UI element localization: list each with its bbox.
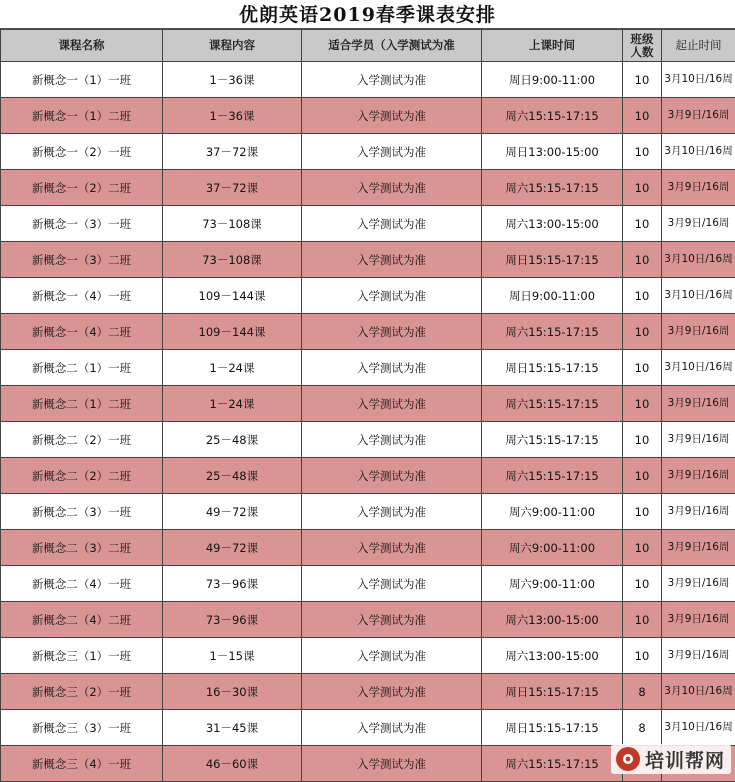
table-row <box>1 386 735 422</box>
cell-class-time: 周六15:15-17:15 <box>482 170 623 206</box>
cell-suitable-students: 入学测试为准 <box>302 530 482 566</box>
cell-class-size: 10 <box>623 494 662 530</box>
logo-icon <box>615 746 641 772</box>
cell-class-size: 10 <box>623 530 662 566</box>
cell-course-content: 49－72课 <box>163 530 302 566</box>
cell-course-name: 新概念三（1）一班 <box>1 638 163 674</box>
table-row <box>1 674 735 710</box>
cell-class-time: 周六15:15-17:15 <box>482 422 623 458</box>
cell-class-size: 10 <box>623 422 662 458</box>
cell-course-content: 25－48课 <box>163 422 302 458</box>
cell-class-size: 10 <box>623 602 662 638</box>
table-row <box>1 134 735 170</box>
cell-suitable-students: 入学测试为准 <box>302 350 482 386</box>
cell-start-end: 3月9日/16周 <box>662 422 735 458</box>
header-class-size: 班级 人数 <box>623 30 662 62</box>
cell-class-size: 10 <box>623 350 662 386</box>
cell-class-time: 周六9:00-11:00 <box>482 530 623 566</box>
cell-class-time: 周六13:00-15:00 <box>482 638 623 674</box>
cell-course-name: 新概念三（3）一班 <box>1 710 163 746</box>
cell-start-end: 3月9日/16周 <box>662 494 735 530</box>
header-start-end: 起止时间 <box>662 30 735 62</box>
header-class-time: 上课时间 <box>482 30 623 62</box>
watermark-text: 培训帮网 <box>645 746 725 773</box>
cell-course-content: 73－108课 <box>163 206 302 242</box>
cell-course-content: 73－96课 <box>163 566 302 602</box>
cell-class-time: 周六15:15-17:15 <box>482 314 623 350</box>
cell-suitable-students: 入学测试为准 <box>302 566 482 602</box>
cell-class-time: 周六13:00-15:00 <box>482 206 623 242</box>
cell-suitable-students: 入学测试为准 <box>302 638 482 674</box>
header-row <box>1 30 735 62</box>
cell-class-size: 10 <box>623 386 662 422</box>
cell-course-name: 新概念二（2）二班 <box>1 458 163 494</box>
cell-course-name: 新概念一（4）二班 <box>1 314 163 350</box>
cell-suitable-students: 入学测试为准 <box>302 710 482 746</box>
cell-start-end: 3月10日/16周 <box>662 674 735 710</box>
cell-course-name: 新概念二（1）二班 <box>1 386 163 422</box>
cell-suitable-students: 入学测试为准 <box>302 206 482 242</box>
cell-course-name: 新概念二（4）一班 <box>1 566 163 602</box>
cell-class-time: 周日13:00-15:00 <box>482 134 623 170</box>
cell-suitable-students: 入学测试为准 <box>302 422 482 458</box>
cell-class-time: 周日9:00-11:00 <box>482 62 623 98</box>
cell-class-time: 周日9:00-11:00 <box>482 278 623 314</box>
cell-class-size: 10 <box>623 566 662 602</box>
cell-course-content: 1－24课 <box>163 350 302 386</box>
cell-suitable-students: 入学测试为准 <box>302 242 482 278</box>
cell-class-time: 周六15:15-17:15 <box>482 386 623 422</box>
cell-class-time: 周日15:15-17:15 <box>482 242 623 278</box>
cell-start-end: 3月10日/16周 <box>662 242 735 278</box>
table-row <box>1 710 735 746</box>
table-row <box>1 458 735 494</box>
cell-course-name: 新概念二（3）二班 <box>1 530 163 566</box>
cell-suitable-students: 入学测试为准 <box>302 602 482 638</box>
cell-course-content: 37－72课 <box>163 134 302 170</box>
cell-start-end: 3月9日/16周 <box>662 566 735 602</box>
table-row <box>1 278 735 314</box>
cell-class-size: 10 <box>623 62 662 98</box>
cell-class-size: 8 <box>623 710 662 746</box>
header-suitable-students: 适合学员（入学测试为准 <box>302 30 482 62</box>
cell-suitable-students: 入学测试为准 <box>302 458 482 494</box>
cell-course-name: 新概念二（2）一班 <box>1 422 163 458</box>
cell-start-end: 3月10日/16周 <box>662 350 735 386</box>
cell-start-end: 3月9日/16周 <box>662 458 735 494</box>
table-row <box>1 206 735 242</box>
table-row <box>1 62 735 98</box>
cell-class-size: 10 <box>623 206 662 242</box>
table-row <box>1 314 735 350</box>
cell-course-content: 1－36课 <box>163 98 302 134</box>
watermark <box>611 744 731 774</box>
cell-start-end: 3月9日/16周 <box>662 638 735 674</box>
cell-class-time: 周六9:00-11:00 <box>482 494 623 530</box>
cell-class-time: 周六9:00-11:00 <box>482 566 623 602</box>
cell-class-size: 10 <box>623 134 662 170</box>
cell-start-end: 3月9日/16周 <box>662 206 735 242</box>
cell-course-content: 16－30课 <box>163 674 302 710</box>
cell-course-name: 新概念二（4）二班 <box>1 602 163 638</box>
cell-course-content: 1－24课 <box>163 386 302 422</box>
cell-course-name: 新概念一（3）二班 <box>1 242 163 278</box>
table-row <box>1 170 735 206</box>
cell-suitable-students: 入学测试为准 <box>302 674 482 710</box>
cell-class-time: 周日15:15-17:15 <box>482 710 623 746</box>
cell-course-name: 新概念一（1）一班 <box>1 62 163 98</box>
cell-course-name: 新概念二（3）一班 <box>1 494 163 530</box>
table-row <box>1 530 735 566</box>
cell-class-time: 周六15:15-17:15 <box>482 746 623 782</box>
cell-start-end: 3月9日/16周 <box>662 386 735 422</box>
cell-course-content: 109－144课 <box>163 314 302 350</box>
cell-class-time: 周日15:15-17:15 <box>482 350 623 386</box>
cell-course-content: 73－108课 <box>163 242 302 278</box>
cell-start-end: 3月9日/16周 <box>662 314 735 350</box>
cell-suitable-students: 入学测试为准 <box>302 134 482 170</box>
cell-class-time: 周日15:15-17:15 <box>482 674 623 710</box>
cell-start-end: 3月10日/16周 <box>662 62 735 98</box>
table-row <box>1 98 735 134</box>
cell-class-time: 周六15:15-17:15 <box>482 458 623 494</box>
header-course-content: 课程内容 <box>163 30 302 62</box>
cell-class-time: 周六13:00-15:00 <box>482 602 623 638</box>
cell-course-content: 46－60课 <box>163 746 302 782</box>
cell-course-content: 109－144课 <box>163 278 302 314</box>
cell-course-name: 新概念一（3）一班 <box>1 206 163 242</box>
cell-class-size: 10 <box>623 314 662 350</box>
cell-course-name: 新概念一（2）二班 <box>1 170 163 206</box>
cell-course-content: 73－96课 <box>163 602 302 638</box>
cell-course-content: 1－15课 <box>163 638 302 674</box>
cell-suitable-students: 入学测试为准 <box>302 746 482 782</box>
cell-suitable-students: 入学测试为准 <box>302 170 482 206</box>
cell-class-size: 10 <box>623 98 662 134</box>
table-row <box>1 602 735 638</box>
cell-start-end: 3月10日/16周 <box>662 278 735 314</box>
cell-suitable-students: 入学测试为准 <box>302 386 482 422</box>
cell-suitable-students: 入学测试为准 <box>302 98 482 134</box>
cell-course-name: 新概念一（4）一班 <box>1 278 163 314</box>
cell-class-size: 8 <box>623 674 662 710</box>
cell-class-time: 周六15:15-17:15 <box>482 98 623 134</box>
cell-course-name: 新概念一（2）一班 <box>1 134 163 170</box>
cell-class-size: 10 <box>623 638 662 674</box>
cell-course-name: 新概念二（1）一班 <box>1 350 163 386</box>
page-title: 优朗英语2019春季课表安排 <box>0 0 735 29</box>
cell-start-end: 3月9日/16周 <box>662 170 735 206</box>
cell-course-name: 新概念一（1）二班 <box>1 98 163 134</box>
cell-class-size: 10 <box>623 458 662 494</box>
cell-course-content: 49－72课 <box>163 494 302 530</box>
cell-suitable-students: 入学测试为准 <box>302 494 482 530</box>
cell-course-name: 新概念三（2）一班 <box>1 674 163 710</box>
table-row <box>1 422 735 458</box>
cell-start-end: 3月10日/16周 <box>662 134 735 170</box>
header-course-name: 课程名称 <box>1 30 163 62</box>
cell-course-name: 新概念三（4）一班 <box>1 746 163 782</box>
cell-class-size: 10 <box>623 278 662 314</box>
table-row <box>1 638 735 674</box>
cell-suitable-students: 入学测试为准 <box>302 62 482 98</box>
cell-course-content: 1－36课 <box>163 62 302 98</box>
cell-start-end: 3月9日/16周 <box>662 530 735 566</box>
cell-suitable-students: 入学测试为准 <box>302 314 482 350</box>
table-row <box>1 242 735 278</box>
cell-class-size: 10 <box>623 242 662 278</box>
cell-class-size: 10 <box>623 170 662 206</box>
cell-start-end: 3月10日/16周 <box>662 710 735 746</box>
table-row <box>1 494 735 530</box>
cell-course-content: 31－45课 <box>163 710 302 746</box>
schedule-table <box>0 29 735 782</box>
table-row <box>1 350 735 386</box>
table-row <box>1 566 735 602</box>
cell-start-end: 3月9日/16周 <box>662 98 735 134</box>
cell-course-content: 37－72课 <box>163 170 302 206</box>
cell-course-content: 25－48课 <box>163 458 302 494</box>
cell-suitable-students: 入学测试为准 <box>302 278 482 314</box>
cell-start-end: 3月9日/16周 <box>662 602 735 638</box>
